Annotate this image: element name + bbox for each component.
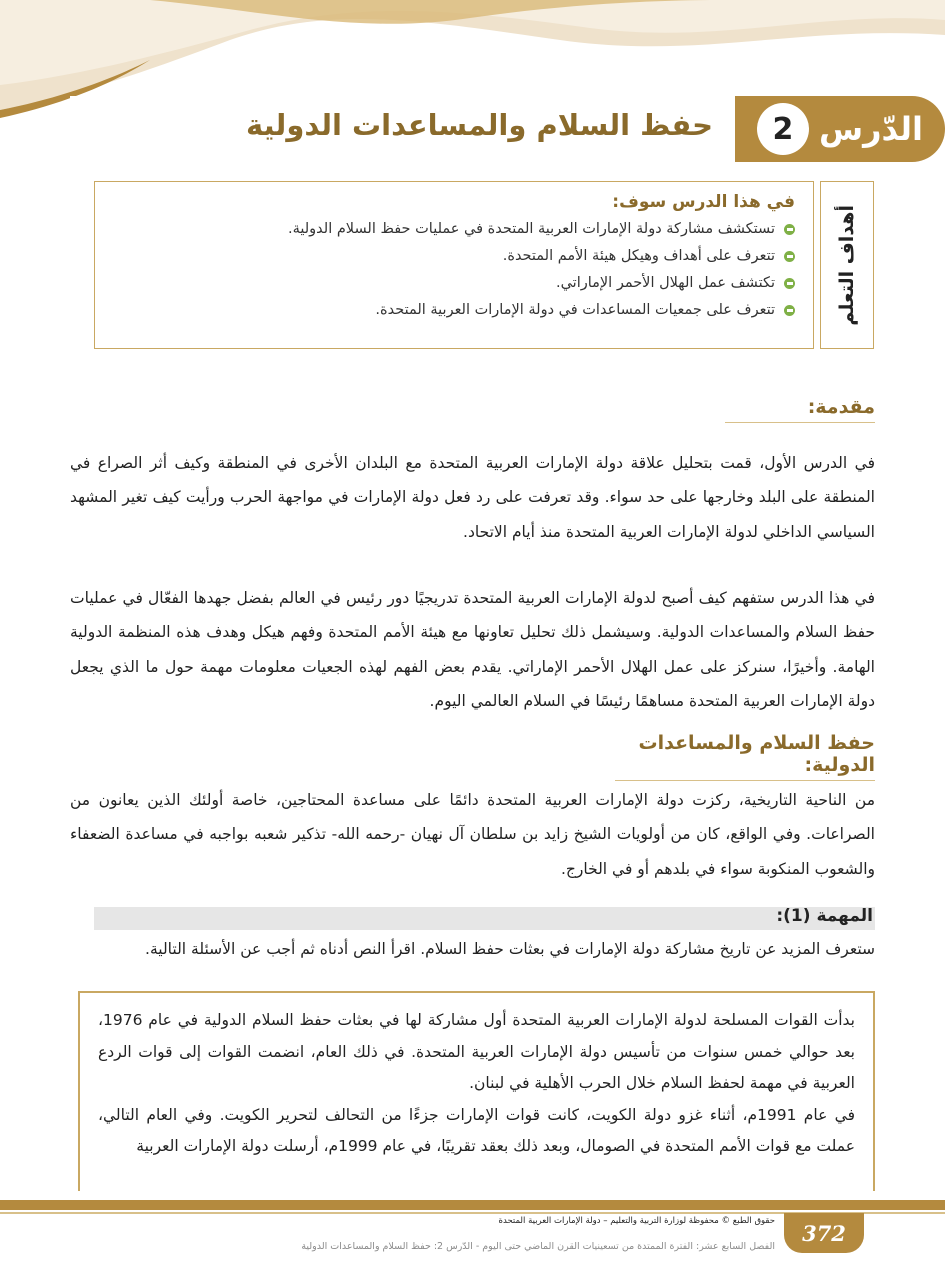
objective-item: تتعرف على جمعيات المساعدات في دولة الإمارات العربية المتحدة. [113,297,795,324]
copyright-notice: حقوق الطبع © محفوظة لوزارة التربية والتعليم – دولة الإمارات العربية المتحدة [498,1216,775,1226]
reading-paragraph-2: في عام 1991م، أثناء غزو دولة الكويت، كانت قوات الإمارات جزءًا من التحالف لتحرير الكويت. وفي العام التالي، عملت مع قوات الأمم المتحدة في الصومال، وبعد ذلك بعقد تقريبًا، في عام 1999م، أرسلت دولة الإمارات العربية [98,1105,855,1155]
lesson-number: 2 [757,103,809,155]
objectives-tab [820,181,874,349]
objective-item: تستكشف مشاركة دولة الإمارات العربية المتحدة في عمليات حفظ السلام الدولية. [113,216,795,243]
introduction-heading: مقدمة: [725,396,875,423]
arrow-bullet-icon [784,224,795,235]
task-title: المهمة (1): [776,906,873,926]
objectives-tab-label: أهداف التعلم [836,204,858,326]
arrow-bullet-icon [784,278,795,289]
task-instruction: ستعرف المزيد عن تاريخ مشاركة دولة الإمارات في بعثات حفظ السلام. اقرأ النص أدناه ثم أجب عن الأسئلة التالية. [145,940,875,958]
arrow-bullet-icon [784,251,795,262]
objectives-intro: في هذا الدرس سوف: [612,192,795,212]
running-footer-title: الفصل السابع عشر: الفترة الممتدة من تسعينيات القرن الماضي حتى اليوم - الدّرس 2: حفظ السلام والمساعدات الدولية [301,1241,775,1252]
introduction-paragraph-1: في الدرس الأول، قمت بتحليل علاقة دولة الإمارات العربية المتحدة مع البلدان الأخرى في المنطقة وكيف أثر الصراع في المنطقة على البلد وخارجها على حد سواء. وقد تعرفت على رد فعل دولة الإمارات في مواجهة الحرب ورأيت كيف تغير المشهد السياسي الداخلي لدولة الإمارات العربية المتحدة منذ أيام الاتحاد. [70,453,875,541]
objective-item: تتعرف على أهداف وهيكل هيئة الأمم المتحدة. [113,243,795,270]
peacekeeping-heading: حفظ السلام والمساعدات الدولية: [615,732,875,781]
reading-passage-box [78,991,875,1191]
introduction-paragraph-2: في هذا الدرس ستفهم كيف أصبح لدولة الإمارات العربية المتحدة تدريجيًا دور رئيس في العالم بفضل جهدها الفعّال في عمليات حفظ السلام والمساعدات الدولية. وسيشمل ذلك تحليل تعاونها مع هيئة الأمم المتحدة وفهم هيكل وهدف هذه المنظمة الدولية الهامة. وأخيرًا، سنركز على عمل الهلال الأحمر الإماراتي. يقدم بعض الفهم لهذه الجعيات معلومات مهمة حول ما الذي يجعل دولة الإمارات العربية المتحدة مساهمًا رئيسًا في السلام العالمي اليوم. [70,588,875,710]
learning-objectives-box [94,181,814,349]
page-number: 372 [802,1220,846,1246]
peacekeeping-paragraph: من الناحية التاريخية، ركزت دولة الإمارات العربية المتحدة دائمًا على مساعدة المحتاجين، خاصة أولئك الذين يعانون من الصراعات. وفي الواقع، كان من أولويات الشيخ زايد بن سلطان آل نهيان -رحمه الله- تذكير شعبه بواجبه في مساعدة الضعفاء والشعوب المنكوبة سواء في بلدهم أو في الخارج. [70,790,875,878]
task-heading-bar [94,907,875,930]
reading-paragraph-1: بدأت القوات المسلحة لدولة الإمارات العربية المتحدة أول مشاركة لها في بعثات حفظ السلام الدولية في عام 1976، بعد حوالي خمس سنوات من تأسيس دولة الإمارات العربية المتحدة. في ذلك العام، انضمت القوات إلى قوات الردع العربية في مهمة لحفظ السلام خلال الحرب الأهلية في لبنان. [98,1011,855,1092]
objective-item: تكتشف عمل الهلال الأحمر الإماراتي. [113,270,795,297]
page-number-tab [784,1213,864,1253]
lesson-label: الدّرس [818,110,923,148]
footer-rule [0,1200,945,1210]
arrow-bullet-icon [784,305,795,316]
lesson-badge [735,96,945,162]
lesson-title: حفظ السلام والمساعدات الدولية [246,108,713,142]
